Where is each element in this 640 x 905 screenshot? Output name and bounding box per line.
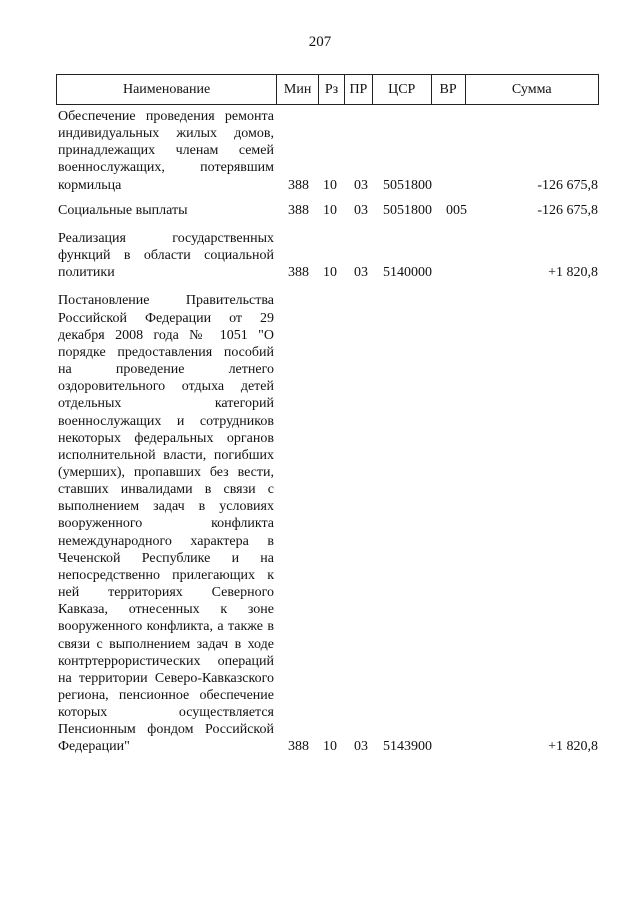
row-sum: +1 820,8 xyxy=(548,265,598,281)
row-pr: 03 xyxy=(354,177,368,193)
row-pr: 03 xyxy=(354,265,368,281)
table-row xyxy=(58,292,598,755)
table-body xyxy=(58,108,598,756)
header-pr: ПР xyxy=(345,75,373,104)
row-pr: 03 xyxy=(354,202,368,218)
row-sum: -126 675,8 xyxy=(537,202,598,218)
row-rz: 10 xyxy=(323,265,337,281)
header-min: Мин xyxy=(277,75,319,104)
header-name: Наименование xyxy=(57,75,277,104)
page-number: 207 xyxy=(308,34,332,50)
row-csr: 5140000 xyxy=(383,265,432,281)
row-rz: 10 xyxy=(323,202,337,218)
row-sum: +1 820,8 xyxy=(548,739,598,755)
row-min: 388 xyxy=(288,739,309,755)
table-row xyxy=(58,202,598,219)
header-rz: Рз xyxy=(319,75,345,104)
row-min: 388 xyxy=(288,265,309,281)
row-rz: 10 xyxy=(323,177,337,193)
row-name: Обеспечение проведения ремонта индивидуальных жилых домов, принадлежащих членам семей военнослужащих, потерявшим кормильца xyxy=(58,109,274,193)
header-sum: Сумма xyxy=(511,81,552,97)
row-name: Реализация государственных функций в области социальной политики xyxy=(58,230,274,281)
table-row xyxy=(58,230,598,281)
header-csr: ЦСР xyxy=(373,75,432,104)
row-rz: 10 xyxy=(323,739,337,755)
row-min: 388 xyxy=(288,177,309,193)
table-header xyxy=(56,74,599,105)
table-row xyxy=(58,108,598,194)
row-csr: 5143900 xyxy=(383,739,432,755)
row-vr: 005 xyxy=(446,202,467,218)
row-csr: 5051800 xyxy=(383,177,432,193)
row-min: 388 xyxy=(288,202,309,218)
row-sum: -126 675,8 xyxy=(537,177,598,193)
row-name: Социальные выплаты xyxy=(58,202,188,218)
row-pr: 03 xyxy=(354,739,368,755)
header-vr: ВР xyxy=(432,75,466,104)
row-csr: 5051800 xyxy=(383,202,432,218)
row-name: Постановление Правительства Российской Федерации от 29 декабря 2008 года № 1051 "О порядке предоставления пособий на проведение летнего оздоровительного отдыха детей отдельных категорий военнослужащих и сотрудников некоторых федеральных органов исполнительной власти, погибших (умерших), пропавших без вести, ставших инвалидами в связи с выполнением задач в условиях вооруженного конфликта немеждународного характера в Чеченской Республике и на непосредственно прилегающих к ней территориях Северного Кавказа, отнесенных к зоне вооруженного конфликта, а также в связи с выполнением задач в ходе контртеррористических операций на территории Северо-Кавказского региона, пенсионное обеспечение которых осуществляется Пенсионным фондом Российской Федерации" xyxy=(58,293,274,755)
